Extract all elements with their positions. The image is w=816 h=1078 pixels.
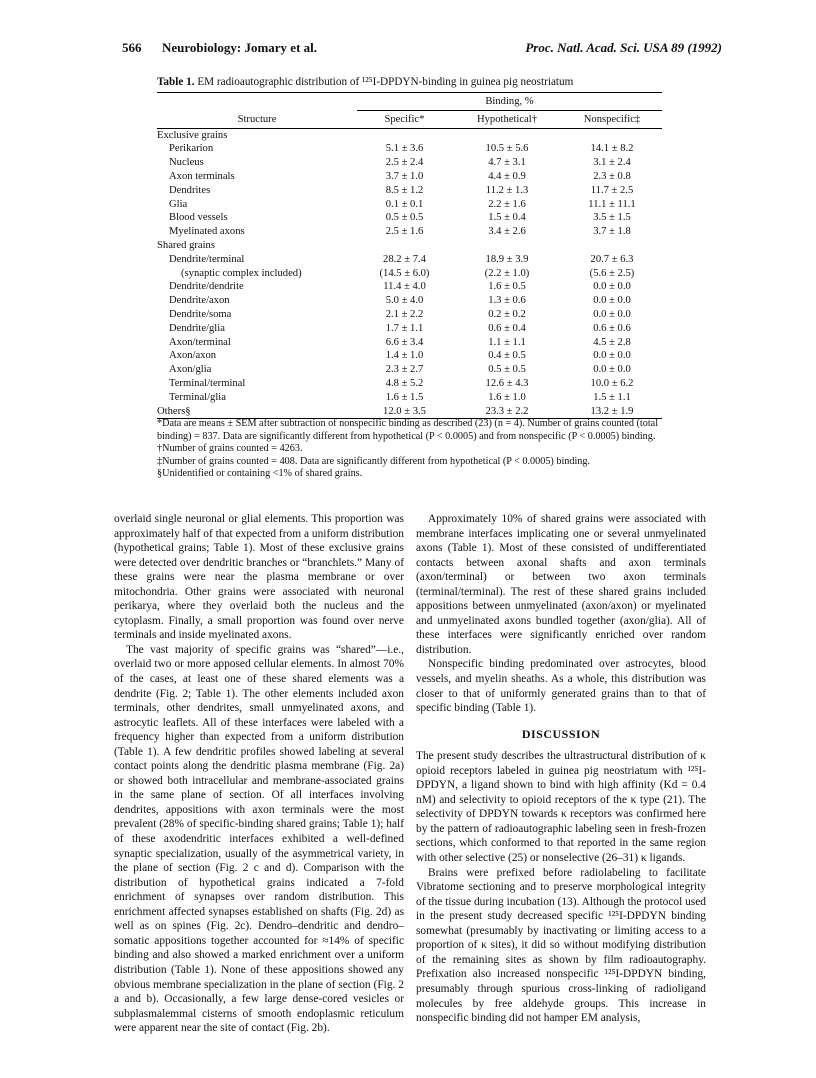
running-header: [122, 40, 722, 60]
table-cell: 10.0 ± 6.2: [590, 377, 634, 389]
table-row: [157, 253, 662, 267]
row-label: Terminal/glia: [169, 391, 226, 403]
table-row: [157, 322, 662, 336]
journal-citation: Proc. Natl. Acad. Sci. USA 89 (1992): [525, 40, 722, 55]
row-label: Dendrites: [169, 184, 211, 196]
table-cell: 0.0 ± 0.0: [593, 281, 631, 293]
data-table: [157, 92, 662, 419]
table-cell: 3.4 ± 2.6: [488, 226, 526, 238]
table-cell: 0.4 ± 0.5: [488, 350, 526, 362]
table-cell: 20.7 ± 6.3: [590, 253, 634, 265]
section-author-header: Neurobiology: Jomary et al.: [162, 40, 318, 55]
table-cell: 0.5 ± 0.5: [488, 364, 526, 376]
row-label: Axon/terminal: [169, 336, 231, 348]
table-row: [157, 198, 662, 212]
table-row: [157, 142, 662, 156]
table-cell: 11.7 ± 2.5: [590, 184, 634, 196]
table-cell: 1.5 ± 1.1: [593, 391, 631, 403]
row-label: Dendrite/soma: [169, 308, 232, 320]
table-cell: 0.0 ± 0.0: [593, 308, 631, 320]
right-column: [416, 512, 706, 1026]
table-cell: 13.2 ± 1.9: [562, 405, 662, 419]
table-row: [157, 280, 662, 294]
table-row: [157, 156, 662, 170]
table-row: [157, 349, 662, 363]
table-cell: 2.3 ± 0.8: [593, 170, 631, 182]
body-paragraph: Nonspecific binding predominated over astrocytes, blood vessels, and myelin sheaths. As a whole, this distribution was closer to that of uniformly generated grains than to that of specific binding (Table 1).: [416, 658, 706, 715]
table-cell: 1.6 ± 1.5: [385, 391, 424, 403]
table-cell: 23.3 ± 2.2: [452, 405, 562, 419]
footnote: §Unidentified or containing <1% of shared grains.: [157, 468, 363, 480]
table-cell: 5.0 ± 4.0: [385, 295, 424, 307]
table-caption: [157, 76, 573, 88]
table-cell: 11.1 ± 11.1: [588, 198, 636, 210]
table-cell: 8.5 ± 1.2: [385, 184, 424, 196]
table-cell: 1.4 ± 1.0: [385, 350, 424, 362]
table-cell: 0.0 ± 0.0: [593, 295, 631, 307]
table-cell: 1.6 ± 0.5: [488, 281, 526, 293]
table-row: [157, 170, 662, 184]
body-paragraph: The vast majority of specific grains was “shared”—i.e., overlaid two or more apposed cellular elements. In almost 70% of the cases, at least one of these shared elements was a dendrite (Fig. 2; Table 1). The other elements included axon terminals, other dendrites, small unmyelinated axons, and astrocytic leaflets. All of these interfaces were labeled with a frequency higher than expected from a uniform distribution (Table 1). A few dendritic profiles showed labeling at several contact points along the dendritic plasma membrane (Fig. 2a) or showed both intracellular and membrane-associated grains in the same plane of section. Of all interfaces involving dendrites, appositions with axon terminals were the most prevalent (28% of specific-binding shared grains; Table 1); half of these axodendritic interfaces exhibited a well-defined synaptic specialization, usually of the asymmetrical variety, in the plane of section (Fig. 2 c and d). Comparison with the distribution of hypothetical grains indicated a 7-fold enrichment of synapses over random distribution. This enrichment affected synapses established on shafts (Fig. 2d) as well as on spines (Fig. 2c). Dendro–dendritic and dendro–somatic appositions together accounted for ≈14% of specific binding and also showed a marked enrichment over a uniform distribution (Table 1). None of these appositions showed any obvious membrane specialization in the plane of section (Fig. 2 a and b). Occasionally, a few large dense-cored vesicles or subplasmalemmal cisterns of smooth endoplasmic reticulum were apparent near the site of contact (Fig. 2b).: [114, 643, 404, 1035]
body-paragraph: overlaid single neuronal or glial elements. This proportion was approximately half of that expected from a uniform distribution (hypothetical grains; Table 1). Most of these exclusive grains were detected over dendritic branches or “branchlets.” Many of these grains were near the plasma membrane or over mitochondria. Other grains were associated with neuronal perikarya, where they overlaid both the nucleus and the cytoplasm. Finally, a small proportion was found over nerve terminals and inside myelinated axons.: [114, 513, 404, 642]
table-row: [157, 336, 662, 350]
table-cell: 28.2 ± 7.4: [383, 253, 426, 265]
table-cell: [452, 239, 562, 253]
row-label: Dendrite/dendrite: [169, 281, 244, 293]
section-heading: DISCUSSION: [521, 726, 601, 741]
row-label: Axon/glia: [169, 364, 212, 376]
table-cell: 5.1 ± 3.6: [385, 143, 424, 155]
row-label: Axon/axon: [169, 350, 217, 362]
table-cell: 4.4 ± 0.9: [488, 170, 526, 182]
row-label: Myelinated axons: [169, 226, 245, 238]
row-label: Axon terminals: [169, 170, 235, 182]
table-row: [157, 377, 662, 391]
row-label: Blood vessels: [169, 212, 228, 224]
table-cell: 0.6 ± 0.6: [593, 322, 631, 334]
table-row: [157, 308, 662, 322]
footnote: *Data are means ± SEM after subtraction of nonspecific binding as described (23) (n = 4). Number of grains counted (total binding) = 837. Data are significantly different from hypothetical (P < 0.0005) and from nonspecific (P < 0.0005) binding.: [157, 418, 659, 442]
table-cell: 2.5 ± 1.6: [385, 226, 424, 238]
table-cell: 3.7 ± 1.0: [385, 170, 424, 182]
table-cell: 18.9 ± 3.9: [485, 253, 529, 265]
table-row: [157, 391, 662, 405]
table-body: [157, 128, 662, 419]
table-cell: [452, 128, 562, 142]
table-cell: 3.7 ± 1.8: [593, 226, 631, 238]
body-paragraph: Brains were prefixed before radiolabeling to facilitate Vibratome sectioning and to preserve morphological integrity of the tissue during incubation (13). Although the protocol used in the present study decreased specific ¹²⁵I-DPDYN binding somewhat (presumably by inactivating or limiting access to a proportion of κ sites), it did so without modifying distribution of the remaining sites as shown by film radioautography. Prefixation also increased nonspecific ¹²⁵I-DPDYN binding, presumably through spurious cross-linking of radioligand molecules by free aldehyde groups. This increase in nonspecific binding did not hamper EM analysis,: [416, 866, 706, 1025]
row-label: (synaptic complex included): [181, 267, 302, 279]
row-label: Terminal/terminal: [169, 377, 246, 389]
table-row: [157, 225, 662, 239]
table-cell: 4.8 ± 5.2: [385, 377, 424, 389]
table-cell: 6.6 ± 3.4: [385, 336, 424, 348]
table-cell: 0.0 ± 0.0: [593, 350, 631, 362]
table-cell: 0.5 ± 0.5: [385, 212, 424, 224]
table-number: Table 1.: [157, 76, 195, 88]
table-cell: 0.6 ± 0.4: [488, 322, 526, 334]
column-header: Specific*: [357, 110, 452, 128]
table-cell: 2.1 ± 2.2: [385, 308, 424, 320]
body-paragraph: The present study describes the ultrastructural distribution of κ opioid receptors labeled in guinea pig neostriatum with ¹²⁵I-DPDYN, a ligand shown to bind with high affinity (Kd = 0.4 nM) and selectivity to opioid receptors of the κ type (21). The selectivity of DPDYN towards κ receptors was confirmed here by the pattern of radioautographic labeling seen in fresh-frozen sections, which conformed to that reported in the same region with other selective (25) or nonselective (26–31) κ ligands.: [416, 750, 706, 865]
left-column: [114, 512, 404, 1036]
table-cell: [562, 239, 662, 253]
table-cell: [357, 239, 452, 253]
table-cell: 3.5 ± 1.5: [593, 212, 631, 224]
footnote: ‡Number of grains counted = 408. Data are significantly different from hypothetical (P < 0.0005) binding.: [157, 455, 591, 467]
table-row: [157, 363, 662, 377]
binding-header: Binding, %: [357, 93, 662, 111]
table-title: EM radioautographic distribution of ¹²⁵I-DPDYN-binding in guinea pig neostriatum: [197, 76, 574, 88]
row-label: Perikarion: [169, 143, 214, 155]
table-footnotes: [157, 418, 667, 481]
table-cell: 2.3 ± 2.7: [385, 364, 424, 376]
table-cell: 0.0 ± 0.0: [593, 364, 631, 376]
table-cell: (14.5 ± 6.0): [379, 267, 430, 279]
table-cell: 11.4 ± 4.0: [383, 281, 426, 293]
row-label: Glia: [169, 198, 188, 210]
table-cell: 12.6 ± 4.3: [485, 377, 529, 389]
table-cell: [562, 128, 662, 142]
column-header: Structure: [157, 110, 357, 128]
table-cell: 4.5 ± 2.8: [593, 336, 631, 348]
table-cell: 4.7 ± 3.1: [488, 157, 526, 169]
table-cell: 14.1 ± 8.2: [590, 143, 634, 155]
row-label: Exclusive grains: [157, 129, 228, 141]
table-row: [157, 267, 662, 281]
table-cell: 10.5 ± 5.6: [485, 143, 529, 155]
row-label: Dendrite/axon: [169, 295, 230, 307]
results-continued: [416, 512, 706, 716]
table-row: [157, 184, 662, 198]
table-cell: 1.1 ± 1.1: [488, 336, 526, 348]
column-header: Nonspecific‡: [562, 110, 662, 128]
table-cell: (2.2 ± 1.0): [484, 267, 530, 279]
table-cell: 0.2 ± 0.2: [488, 308, 526, 320]
table-cell: 1.3 ± 0.6: [488, 295, 526, 307]
table-cell: 2.5 ± 2.4: [385, 157, 424, 169]
table-cell: [357, 128, 452, 142]
table-row: [157, 239, 662, 253]
table-cell: 12.0 ± 3.5: [357, 405, 452, 419]
row-label: Shared grains: [157, 239, 215, 251]
page-number: 566: [122, 40, 142, 55]
table-row: [157, 128, 662, 142]
table-cell: 3.1 ± 2.4: [593, 157, 631, 169]
table-cell: (5.6 ± 2.5): [589, 267, 635, 279]
discussion-body: [416, 749, 706, 1025]
footnote: †Number of grains counted = 4263.: [157, 443, 303, 455]
body-paragraph: Approximately 10% of shared grains were associated with membrane interfaces implicating one or several unmyelinated axons (Table 1). Most of these consisted of undifferentiated contacts between axonal shafts and axon terminals (axon/terminal) or between two axon terminals (terminal/terminal). The rest of these shared grains included appositions between unmyelinated (axon/axon) or myelinated and unmyelinated axons bundled together (axon/glia). All of these interfaces were significantly enriched over random distribution.: [416, 513, 706, 656]
row-label: Others§: [157, 405, 357, 419]
table-row: [157, 211, 662, 225]
row-label: Dendrite/terminal: [169, 253, 245, 265]
table-cell: 11.2 ± 1.3: [485, 184, 529, 196]
table-cell: 1.6 ± 1.0: [488, 391, 526, 403]
table-cell: 0.1 ± 0.1: [385, 198, 424, 210]
row-label: Nucleus: [169, 157, 204, 169]
table-row: [157, 405, 662, 419]
row-label: Dendrite/glia: [169, 322, 225, 334]
column-header: Hypothetical†: [452, 110, 562, 128]
table-cell: 1.5 ± 0.4: [488, 212, 526, 224]
table-row: [157, 294, 662, 308]
table-cell: 2.2 ± 1.6: [488, 198, 526, 210]
table-cell: 1.7 ± 1.1: [385, 322, 424, 334]
